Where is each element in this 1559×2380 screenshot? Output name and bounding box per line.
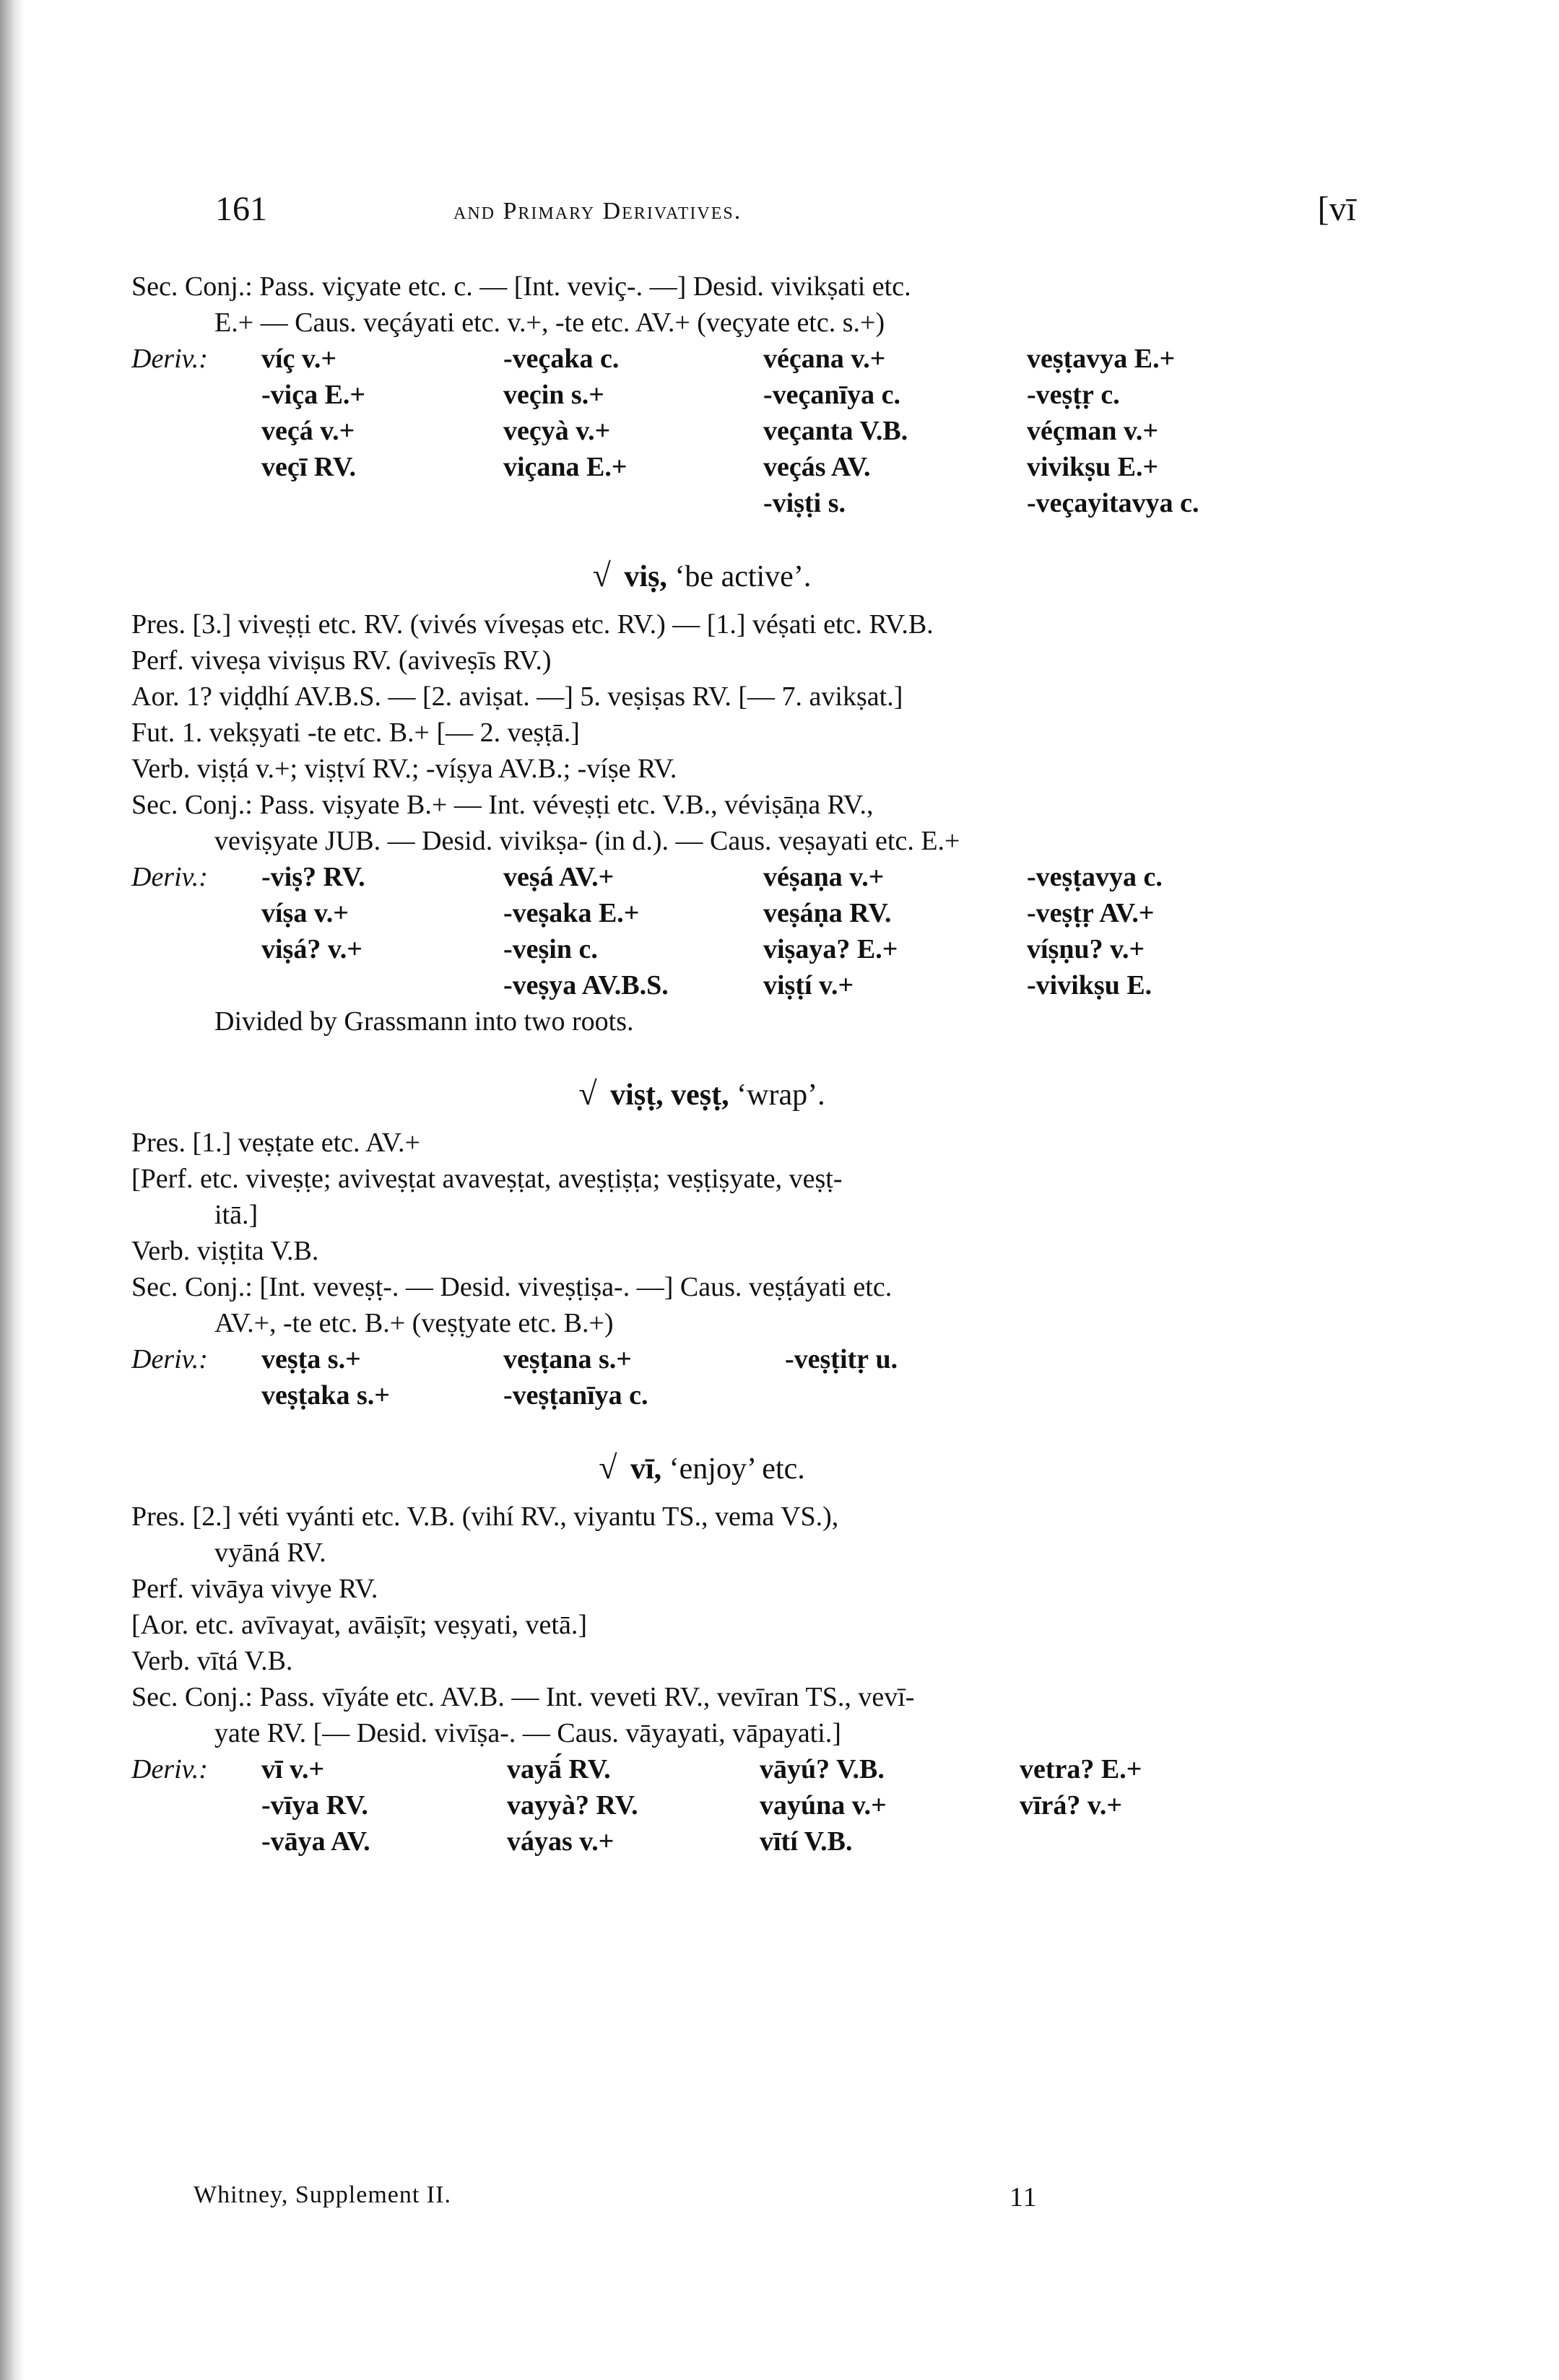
root-word: viṣ, — [624, 560, 667, 593]
deriv-row — [131, 1751, 1272, 1787]
deriv-cell: veçin s.+ — [503, 380, 604, 410]
entry-block-vist — [131, 1125, 1272, 1413]
deriv-row — [131, 341, 1272, 377]
deriv-cell: véçana v.+ — [763, 344, 886, 374]
deriv-cell: -viṣṭi s. — [763, 488, 846, 518]
deriv-cell: -veṣṭṛ AV.+ — [1027, 898, 1155, 928]
deriv-cell: -veṣṭṛ c. — [1027, 380, 1120, 410]
root-gloss: ‘enjoy’ etc. — [669, 1452, 805, 1486]
root-gloss: ‘wrap’. — [737, 1078, 825, 1112]
root-word: viṣṭ, veṣṭ, — [610, 1078, 729, 1112]
deriv-cell: veçyà v.+ — [503, 416, 611, 446]
entry-line: yate RV. [— Desid. vivīṣa-. — Caus. vāyayati, vāpayati.] — [214, 1718, 841, 1748]
entry-block-vis — [131, 606, 1272, 1039]
deriv-row — [131, 449, 1272, 485]
deriv-cell: veṣáṇa RV. — [763, 898, 892, 928]
page-footer — [194, 2181, 1060, 2218]
deriv-cell: viṣṭí v.+ — [763, 970, 854, 1001]
deriv-cell: veçá v.+ — [261, 416, 355, 446]
entry-line: Verb. viṣṭá v.+; viṣṭví RV.; -víṣya AV.B.; -víṣe RV. — [131, 754, 677, 784]
deriv-cell: vayúna v.+ — [760, 1790, 887, 1821]
deriv-cell: véçman v.+ — [1027, 416, 1159, 446]
deriv-cell: viṣaya? E.+ — [763, 934, 898, 964]
footer-source: Whitney, Supplement II. — [194, 2181, 451, 2208]
footnote-line: Divided by Grassmann into two roots. — [214, 1006, 634, 1037]
running-header — [215, 189, 1356, 232]
deriv-cell: -veçaka c. — [503, 344, 620, 374]
root-gloss: ‘be active’. — [674, 560, 812, 593]
deriv-row — [131, 377, 1272, 413]
deriv-label: Deriv.: — [131, 1344, 208, 1374]
deriv-cell: viçana E.+ — [503, 452, 627, 482]
entry-line: Pres. [3.] viveṣṭi etc. RV. (vivés víveṣas etc. RV.) — [1.] véṣati etc. RV.B. — [131, 609, 934, 640]
deriv-cell: viṣá? v.+ — [261, 934, 362, 964]
deriv-cell: -veṣṭitṛ u. — [785, 1344, 898, 1374]
deriv-cell: veṣṭana s.+ — [503, 1344, 632, 1374]
running-title: and Primary Derivatives. — [453, 198, 742, 225]
footer-signature: 11 — [1009, 2182, 1038, 2213]
deriv-cell: -viça E.+ — [261, 380, 366, 410]
page-edge-shadow — [0, 0, 25, 2380]
entry-line: [Perf. etc. viveṣṭe; aviveṣṭat avaveṣṭat, aveṣṭiṣṭa; veṣṭiṣyate, veṣṭ- — [131, 1164, 843, 1194]
root-heading-vis — [131, 550, 1272, 601]
deriv-row — [131, 485, 1272, 521]
deriv-cell: vetra? E.+ — [1020, 1754, 1142, 1784]
deriv-cell: -veṣṭanīya c. — [503, 1380, 648, 1411]
deriv-row — [131, 1377, 1272, 1413]
entry-block-vic — [131, 269, 1272, 521]
page-content — [131, 269, 1272, 1860]
entry-line: Aor. 1? viḍḍhí AV.B.S. — [2. aviṣat. —] 5. veṣiṣas RV. [— 7. avikṣat.] — [131, 681, 903, 712]
entry-line: Pres. [2.] véti vyánti etc. V.B. (vihí RV., viyantu TS., vema VS.), — [131, 1501, 839, 1532]
entry-line: itā.] — [214, 1200, 259, 1230]
deriv-cell: vāyú? V.B. — [760, 1754, 885, 1784]
root-heading-vist — [131, 1068, 1272, 1119]
root-heading-vi — [131, 1442, 1272, 1493]
deriv-cell: -veçayitavya c. — [1027, 488, 1199, 518]
deriv-cell: veṣṭa s.+ — [261, 1344, 361, 1374]
deriv-row — [131, 1341, 1272, 1377]
deriv-row — [131, 413, 1272, 449]
deriv-cell: véṣaṇa v.+ — [763, 862, 885, 892]
deriv-row — [131, 931, 1272, 967]
root-sign-icon: √ — [592, 557, 611, 593]
deriv-cell: vayyà? RV. — [507, 1790, 638, 1821]
deriv-cell: váyas v.+ — [507, 1826, 615, 1857]
root-word: vī, — [630, 1452, 662, 1486]
deriv-cell: veçás AV. — [763, 452, 871, 482]
entry-line: Sec. Conj.: Pass. vīyáte etc. AV.B. — Int. veveti RV., vevīran TS., vevī- — [131, 1682, 915, 1712]
deriv-cell: vītí V.B. — [760, 1826, 853, 1857]
deriv-cell: veṣṭaka s.+ — [261, 1380, 390, 1411]
deriv-cell: veçanta V.B. — [763, 416, 908, 446]
deriv-cell: -veṣṭavya c. — [1027, 862, 1163, 892]
deriv-cell: -vāya AV. — [261, 1826, 370, 1857]
deriv-cell: vīrá? v.+ — [1020, 1790, 1122, 1821]
deriv-label: Deriv.: — [131, 344, 208, 374]
deriv-cell: víṣa v.+ — [261, 898, 349, 928]
deriv-cell: -veṣya AV.B.S. — [503, 970, 669, 1001]
entry-line: Verb. vītá V.B. — [131, 1646, 293, 1676]
deriv-cell: vivikṣu E.+ — [1027, 452, 1159, 482]
deriv-cell: -veṣaka E.+ — [503, 898, 640, 928]
entry-block-vi — [131, 1499, 1272, 1860]
deriv-row — [131, 1787, 1272, 1823]
entry-line: Sec. Conj.: Pass. viçyate etc. c. — [Int. veviç-. —] Desid. vivikṣati etc. — [131, 271, 911, 302]
deriv-row — [131, 967, 1272, 1003]
deriv-cell: -veṣin c. — [503, 934, 598, 964]
root-sign-icon: √ — [599, 1449, 617, 1486]
deriv-cell: víç v.+ — [261, 344, 336, 374]
deriv-cell: -viṣ? RV. — [261, 862, 365, 892]
entry-line: Perf. vivāya vivye RV. — [131, 1574, 378, 1604]
deriv-label: Deriv.: — [131, 862, 208, 892]
deriv-cell: veṣṭavya E.+ — [1027, 344, 1176, 374]
entry-line: E.+ — Caus. veçáyati etc. v.+, -te etc. AV.+ (veçyate etc. s.+) — [214, 308, 885, 338]
entry-line: Sec. Conj.: Pass. viṣyate B.+ — Int. véveṣṭi etc. V.B., véviṣāṇa RV., — [131, 790, 874, 820]
deriv-row — [131, 895, 1272, 931]
deriv-cell: vayā́ RV. — [507, 1754, 611, 1784]
deriv-cell: vī v.+ — [261, 1754, 325, 1784]
deriv-cell: -veçanīya c. — [763, 380, 900, 410]
deriv-cell: -vīya RV. — [261, 1790, 368, 1821]
deriv-cell: veṣá AV.+ — [503, 862, 615, 892]
deriv-cell: -vivikṣu E. — [1027, 970, 1152, 1001]
root-sign-icon: √ — [578, 1075, 597, 1112]
entry-line: AV.+, -te etc. B.+ (veṣṭyate etc. B.+) — [214, 1308, 614, 1338]
deriv-cell: veçī RV. — [261, 452, 356, 482]
page-number: 161 — [215, 190, 267, 228]
entry-line: Pres. [1.] veṣṭate etc. AV.+ — [131, 1128, 420, 1158]
entry-line: [Aor. etc. avīvayat, avāiṣīt; veṣyati, vetā.] — [131, 1610, 587, 1640]
deriv-cell: víṣṇu? v.+ — [1027, 934, 1145, 964]
entry-line: vyāná RV. — [214, 1538, 326, 1568]
deriv-label: Deriv.: — [131, 1754, 208, 1784]
entry-line: veviṣyate JUB. — Desid. vivikṣa- (in d.). — Caus. veṣayati etc. E.+ — [214, 826, 960, 856]
deriv-row — [131, 1823, 1272, 1860]
entry-line: Sec. Conj.: [Int. veveṣṭ-. — Desid. viveṣṭiṣa-. —] Caus. veṣṭáyati etc. — [131, 1272, 893, 1302]
section-mark: [vī — [1317, 190, 1356, 228]
entry-line: Fut. 1. vekṣyati -te etc. B.+ [— 2. veṣṭā.] — [131, 718, 580, 748]
deriv-row — [131, 859, 1272, 895]
entry-line: Verb. viṣṭita V.B. — [131, 1236, 319, 1266]
entry-line: Perf. viveṣa viviṣus RV. (aviveṣīs RV.) — [131, 645, 552, 676]
